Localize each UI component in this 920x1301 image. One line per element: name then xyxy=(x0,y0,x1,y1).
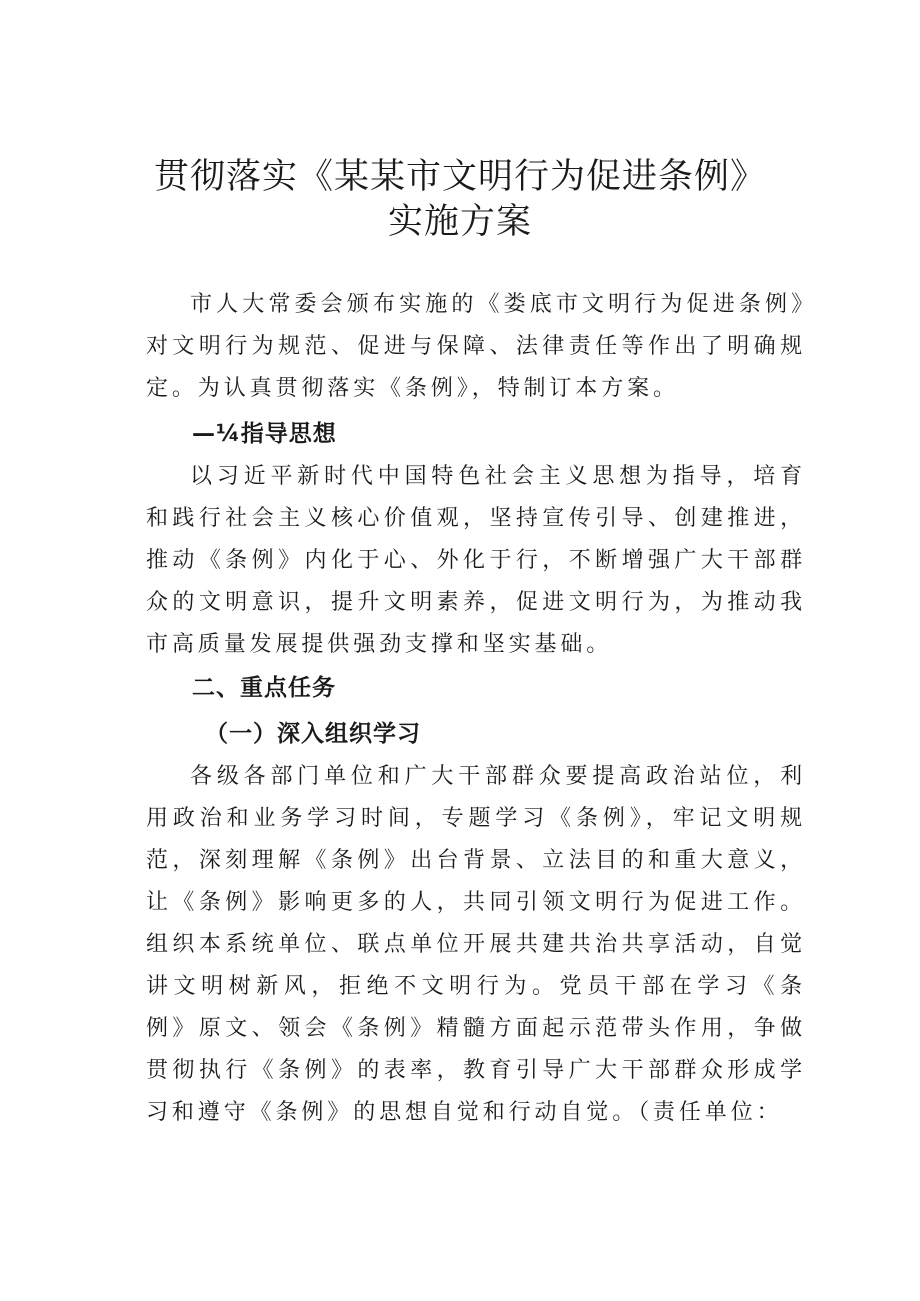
study-paragraph: 各级各部门单位和广大干部群众要提高政治站位，利用政治和业务学习时间，专题学习《条例》，牢记文明规范，深刻理解《条例》出台背景、立法目的和重大意义，让《条例》影响更多的人，共同引领文明行为促进工作。组织本系统单位、联点单位开展共建共治共享活动，自觉讲文明树新风，拒绝不文明行为。党员干部在学习《条例》原文、领会《条例》精髓方面起示范带头作用，争做贯彻执行《条例》的表率，教育引导广大干部群众形成学习和遵守《条例》的思想自觉和行动自觉。（责任单位： xyxy=(146,764,806,1125)
guiding-ideology-paragraph: 以习近平新时代中国特色社会主义思想为指导，培育和践行社会主义核心价值观，坚持宣传引导、创建推进，推动《条例》内化于心、外化于行，不断增强广大干部群众的文明意识，提升文明素养，促进文明行为，为推动我市高质量发展提供强劲支撑和坚实基础。 xyxy=(146,464,806,657)
document-title-line1: 贯彻落实《某某市文明行为促进条例》 xyxy=(153,157,766,197)
section-heading-guiding-ideology: —¼指导思想 xyxy=(192,421,337,447)
subsection-heading-study: （一）深入组织学习 xyxy=(205,721,421,747)
intro-paragraph: 市人大常委会颁布实施的《娄底市文明行为促进条例》对文明行为规范、促进与保障、法律责任等作出了明确规定。为认真贯彻落实《条例》，特制订本方案。 xyxy=(146,292,806,401)
document-title-line2: 实施方案 xyxy=(387,202,532,242)
section-heading-key-tasks: 二、重点任务 xyxy=(192,675,336,701)
